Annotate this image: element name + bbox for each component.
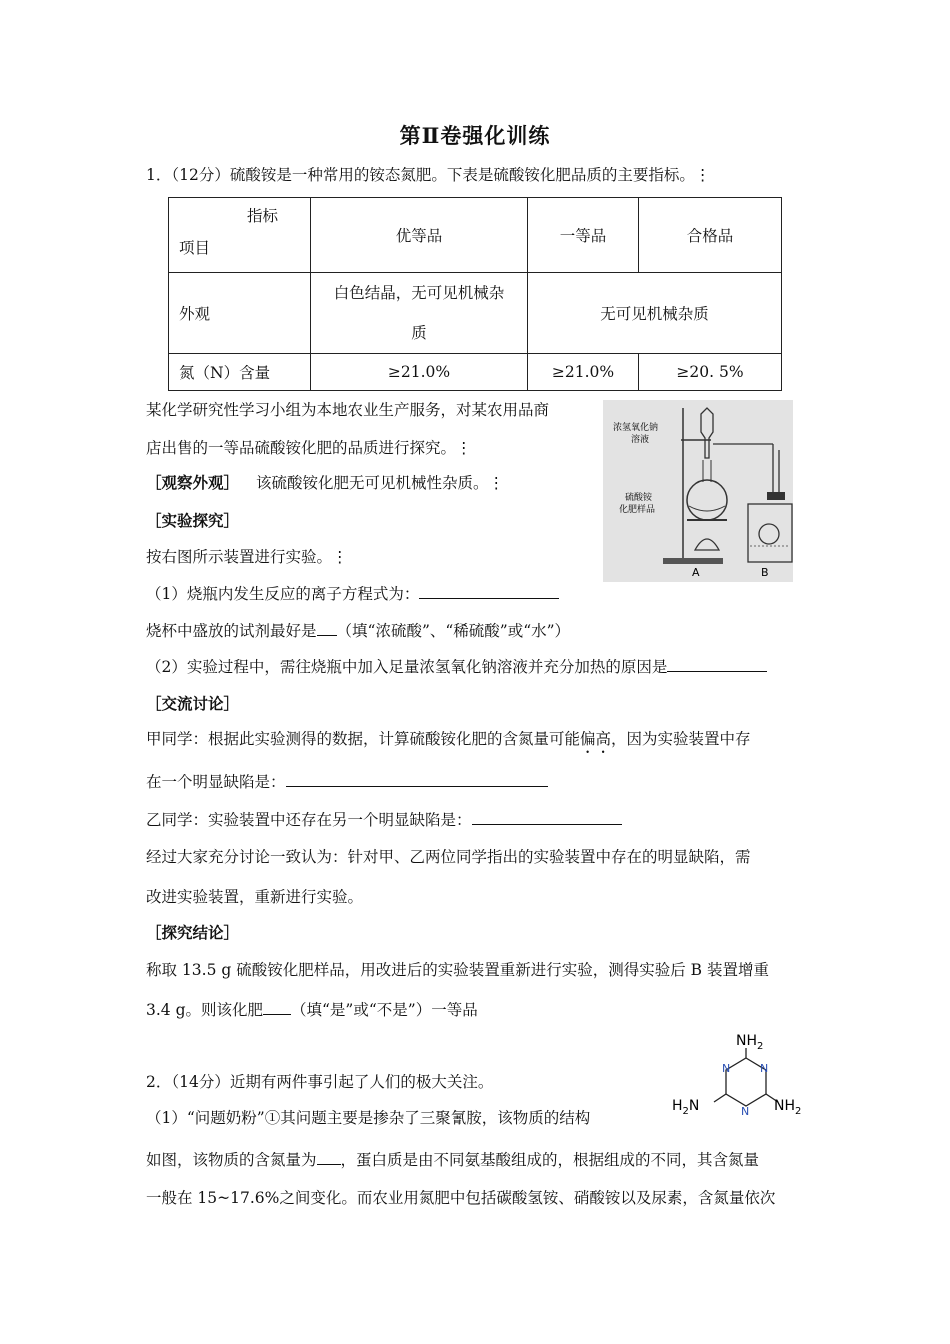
ring-n-2: N bbox=[722, 1062, 731, 1075]
row-appearance-merged: 无可见机械杂质 bbox=[528, 273, 782, 354]
label-naoh-1: 浓氢氧化钠 bbox=[613, 423, 659, 433]
ring-n-3: N bbox=[741, 1105, 750, 1118]
beaker-line bbox=[146, 619, 570, 641]
jia-line2-text: 在一个明显缺陷是： bbox=[146, 773, 286, 791]
consensus-line1: 经过大家充分讨论一致认为：针对甲、乙两位同学指出的实验装置中存在的明显缺陷，需 bbox=[146, 848, 751, 866]
q2-intro: 2．（14分）近期有两件事引起了人们的极大关注。 bbox=[146, 1073, 494, 1091]
answer-blank-reason[interactable] bbox=[667, 657, 767, 672]
label-apparatus-b: B bbox=[761, 566, 769, 579]
observe-line bbox=[146, 471, 504, 493]
q1-part1 bbox=[146, 582, 559, 604]
nitrogen-qualified: ≥20. 5% bbox=[639, 354, 782, 391]
q1-intro: 1．（12分）硫酸铵是一种常用的铵态氮肥。下表是硫酸铵化肥品质的主要指标。⋮ bbox=[146, 166, 711, 184]
melamine-drawing bbox=[670, 1030, 810, 1125]
header-grade-1: 优等品 bbox=[311, 198, 528, 273]
appearance-line-1: 白色结晶，无可见机械杂 bbox=[333, 284, 505, 302]
section-conclusion-heading: ［探究结论］ bbox=[146, 923, 240, 942]
q1-part2-text: （2）实验过程中，需往烧瓶中加入足量浓氢氧化钠溶液并充分加热的原因是 bbox=[146, 658, 668, 676]
jia-text-b: ，因为实验装置中存 bbox=[611, 730, 751, 748]
header-grade-3: 合格品 bbox=[639, 198, 782, 273]
para1-line1: 某化学研究性学习小组为本地农业生产服务，对某农用品商 bbox=[146, 401, 550, 419]
label-sample-1: 硫酸铵 bbox=[625, 493, 653, 503]
jia-text-a: 甲同学：根据此实验测得的数据，计算硫酸铵化肥的含氮量可能 bbox=[146, 730, 581, 748]
nh2-top: $NH_2$ bbox=[736, 1033, 764, 1052]
nitrogen-top-grade: ≥21.0% bbox=[311, 354, 528, 391]
answer-blank-nitrogen-content[interactable] bbox=[317, 1150, 341, 1165]
q2-line2 bbox=[146, 1148, 759, 1170]
answer-blank-defect-2[interactable] bbox=[472, 810, 622, 825]
q1-part2 bbox=[146, 655, 767, 677]
ring-n-1: N bbox=[760, 1062, 769, 1075]
appearance-line-2: 质 bbox=[411, 324, 427, 342]
row-appearance-label: 外观 bbox=[169, 273, 311, 354]
table-corner-cell bbox=[169, 198, 311, 273]
q2-line2-text-a: 如图，该物质的含氮量为 bbox=[146, 1151, 317, 1169]
beaker-text-b: （填“浓硫酸”、“稀硫酸”或“水”） bbox=[336, 622, 571, 640]
beaker-text-a: 烧杯中盛放的试剂最好是 bbox=[146, 622, 317, 640]
conclusion-line1: 称取 13.5 g 硫酸铵化肥样品，用改进后的实验装置重新进行实验，测得实验后 B 装置增重 bbox=[146, 961, 769, 979]
row-nitrogen-label: 氮（N）含量 bbox=[169, 354, 311, 391]
corner-top-label: 指标 bbox=[246, 207, 278, 225]
q2-line2-text-b: ，蛋白质是由不同氨基酸组成的，根据组成的不同，其含氮量 bbox=[340, 1151, 760, 1169]
nitrogen-first-grade: ≥21.0% bbox=[528, 354, 639, 391]
section-observe-heading: ［观察外观］ bbox=[146, 473, 240, 492]
page-title: 第Ⅱ卷强化训练 bbox=[399, 123, 551, 148]
answer-blank-reagent[interactable] bbox=[317, 621, 337, 636]
apparatus-figure bbox=[603, 400, 793, 582]
observe-text: 该硫酸铵化肥无可见机械性杂质。⋮ bbox=[255, 474, 504, 492]
label-apparatus-a: A bbox=[692, 566, 700, 579]
para1-line2: 店出售的一等品硫酸铵化肥的品质进行探究。⋮ bbox=[146, 439, 472, 457]
conclusion-text-a: 3.4 g。则该化肥 bbox=[146, 1001, 263, 1019]
yi-text: 乙同学：实验装置中还存在另一个明显缺陷是： bbox=[146, 811, 472, 829]
answer-blank-ion-equation[interactable] bbox=[419, 584, 559, 599]
answer-blank-defect-1[interactable] bbox=[286, 772, 548, 787]
conclusion-text-b: （填“是”或“不是”）一等品 bbox=[291, 1001, 478, 1019]
row-appearance-top-grade bbox=[311, 273, 528, 354]
apparatus-drawing bbox=[603, 400, 793, 582]
label-naoh-2: 溶液 bbox=[631, 435, 650, 445]
q1-part1-text: （1）烧瓶内发生反应的离子方程式为： bbox=[146, 585, 420, 603]
conclusion-line2 bbox=[146, 998, 478, 1020]
section-experiment-heading: ［实验探究］ bbox=[146, 511, 240, 530]
yi-line bbox=[146, 808, 622, 830]
jia-line1 bbox=[146, 727, 751, 757]
quality-spec-table bbox=[168, 197, 782, 391]
q2-line1: （1）“问题奶粉”①其问题主要是掺杂了三聚氰胺，该物质的结构 bbox=[146, 1109, 591, 1127]
experiment-text: 按右图所示装置进行实验。⋮ bbox=[146, 548, 348, 566]
label-sample-2: 化肥样品 bbox=[619, 505, 656, 515]
section-discuss-heading: ［交流讨论］ bbox=[146, 694, 240, 713]
consensus-line2: 改进实验装置，重新进行实验。 bbox=[146, 888, 364, 906]
q2-line3: 一般在 15~17.6%之间变化。而农业用氮肥中包括碳酸氢铵、硝酸铵以及尿素，含氮量依次 bbox=[146, 1189, 776, 1207]
jia-emphasis: 偏高 bbox=[580, 730, 612, 748]
melamine-structure bbox=[670, 1030, 810, 1125]
header-grade-2: 一等品 bbox=[528, 198, 639, 273]
h2n-left: $H_2N$ bbox=[672, 1098, 700, 1117]
answer-blank-is-first-grade[interactable] bbox=[263, 1000, 291, 1015]
corner-bottom-label: 项目 bbox=[179, 239, 211, 257]
jia-line2 bbox=[146, 770, 548, 792]
nh2-right: $NH_2$ bbox=[774, 1098, 802, 1117]
